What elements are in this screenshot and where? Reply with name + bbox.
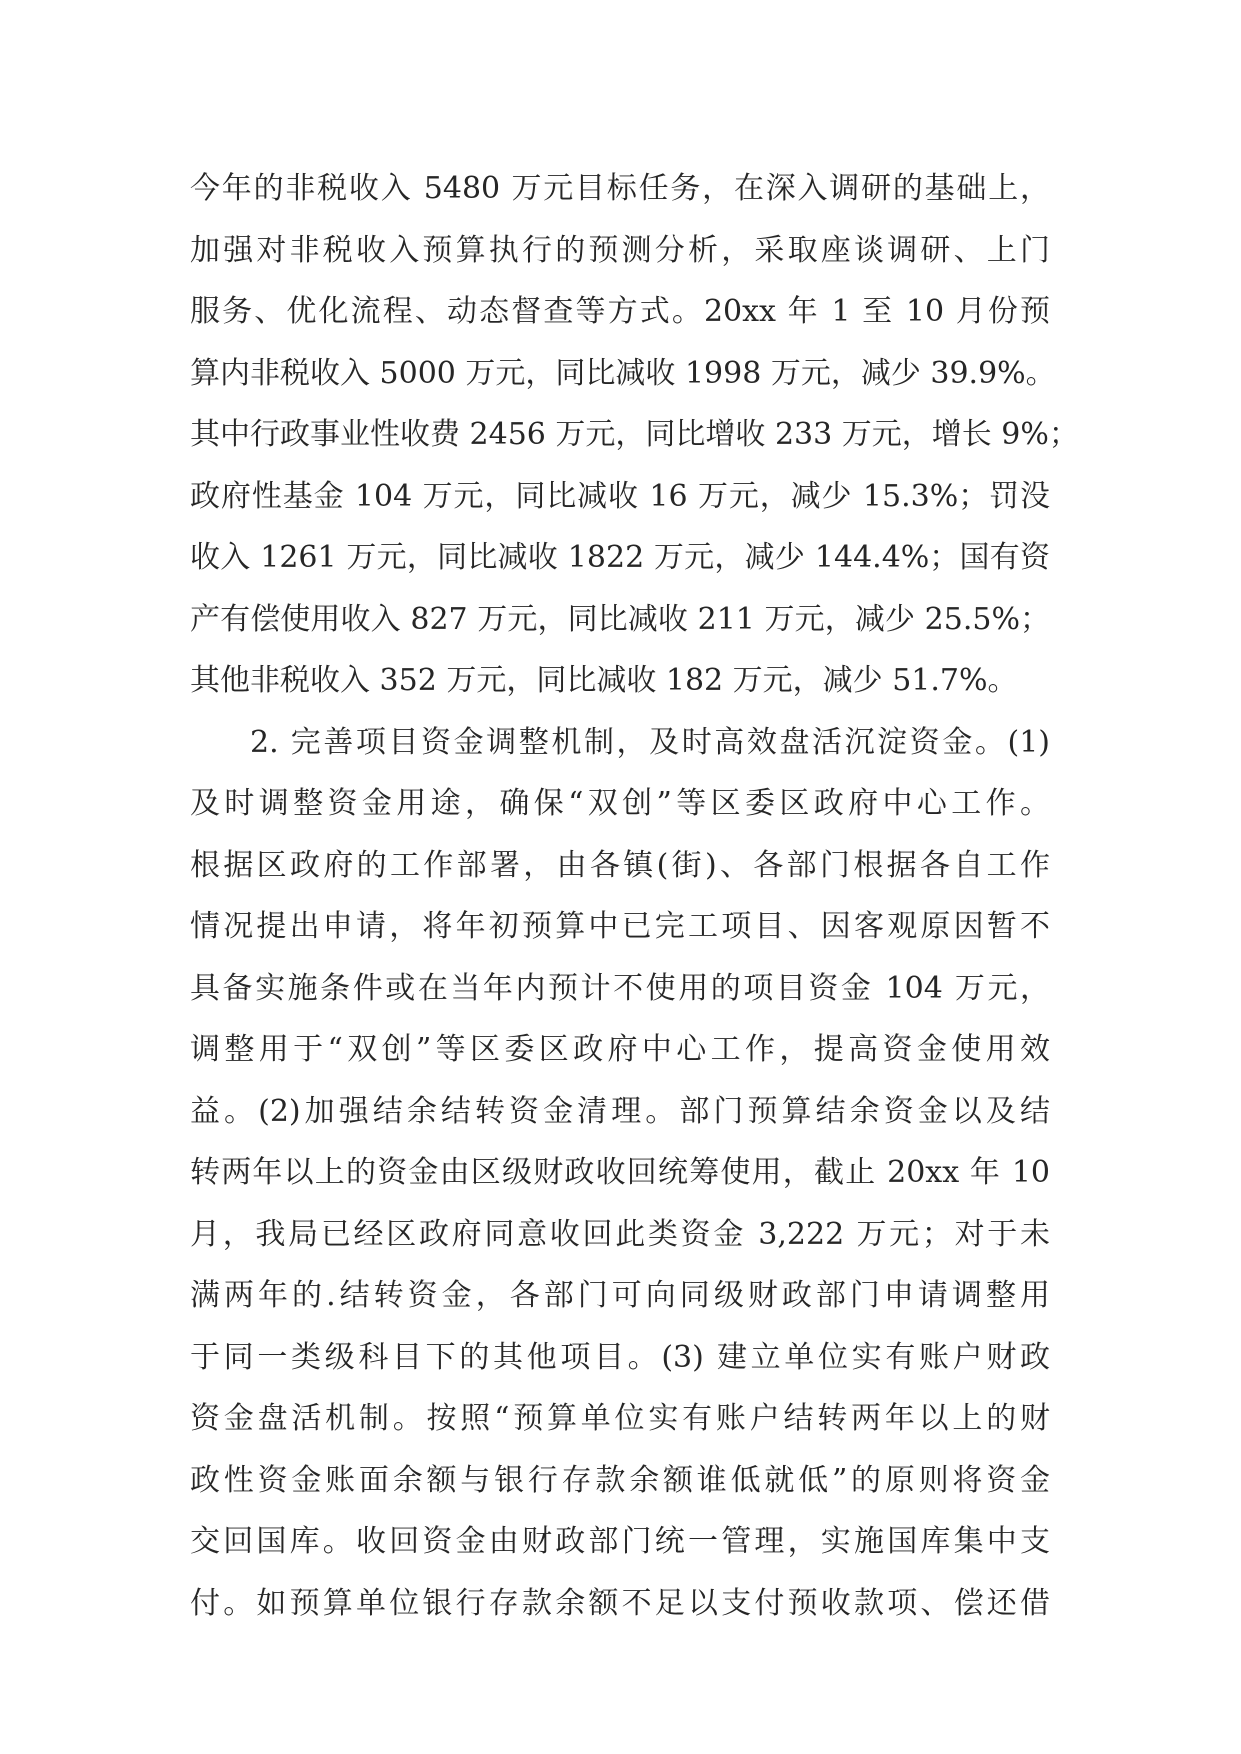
text-line: 收入 1261 万元，同比减收 1822 万元，减少 144.4%；国有资 bbox=[190, 540, 1050, 575]
text-line: 今年的非税收入 5480 万元目标任务，在深入调研的基础上， bbox=[190, 171, 1050, 206]
text-line: 服务、优化流程、动态督查等方式。20xx 年 1 至 10 月份预 bbox=[190, 294, 1050, 329]
section-heading-line: 2. 完善项目资金调整机制，及时高效盘活沉淀资金。(1) bbox=[250, 724, 1050, 760]
text-line: 调整用于“双创”等区委区政府中心工作，提高资金使用效 bbox=[190, 1032, 1050, 1067]
text-line: 益。(2)加强结余结转资金清理。部门预算结余资金以及结 bbox=[190, 1093, 1050, 1129]
text-line: 产有偿使用收入 827 万元，同比减收 211 万元，减少 25.5%； bbox=[190, 601, 1050, 637]
body-text bbox=[190, 158, 1079, 1634]
text-line: 转两年以上的资金由区级财政收回统筹使用，截止 20xx 年 10 bbox=[190, 1155, 1050, 1190]
text-line: 算内非税收入 5000 万元，同比减收 1998 万元，减少 39.9%。 bbox=[190, 355, 1056, 391]
text-line: 付。如预算单位银行存款余额不足以支付预收款项、偿还借 bbox=[190, 1585, 1050, 1621]
text-line: 月，我局已经区政府同意收回此类资金 3,222 万元；对于未 bbox=[190, 1216, 1050, 1252]
text-line: 及时调整资金用途，确保“双创”等区委区政府中心工作。 bbox=[190, 786, 1050, 821]
text-line: 政性资金账面余额与银行存款余额谁低就低”的原则将资金 bbox=[190, 1462, 1050, 1498]
text-line: 资金盘活机制。按照“预算单位实有账户结转两年以上的财 bbox=[190, 1401, 1050, 1436]
text-line: 政府性基金 104 万元，同比减收 16 万元，减少 15.3%；罚没 bbox=[190, 478, 1050, 514]
text-line: 于同一类级科目下的其他项目。(3) 建立单位实有账户财政 bbox=[190, 1339, 1050, 1375]
text-line: 其他非税收入 352 万元，同比减收 182 万元，减少 51.7%。 bbox=[190, 663, 1018, 698]
text-line: 交回国库。收回资金由财政部门统一管理，实施国库集中支 bbox=[190, 1524, 1050, 1559]
text-line: 根据区政府的工作部署，由各镇(街)、各部门根据各自工作 bbox=[190, 847, 1050, 883]
text-line: 加强对非税收入预算执行的预测分析，采取座谈调研、上门 bbox=[190, 232, 1050, 268]
text-line: 情况提出申请，将年初预算中已完工项目、因客观原因暂不 bbox=[190, 909, 1050, 944]
text-line: 其中行政事业性收费 2456 万元，同比增收 233 万元，增长 9%； bbox=[190, 417, 1079, 452]
text-line: 具备实施条件或在当年内预计不使用的项目资金 104 万元， bbox=[190, 970, 1050, 1006]
text-line: 满两年的.结转资金，各部门可向同级财政部门申请调整用 bbox=[190, 1278, 1050, 1313]
